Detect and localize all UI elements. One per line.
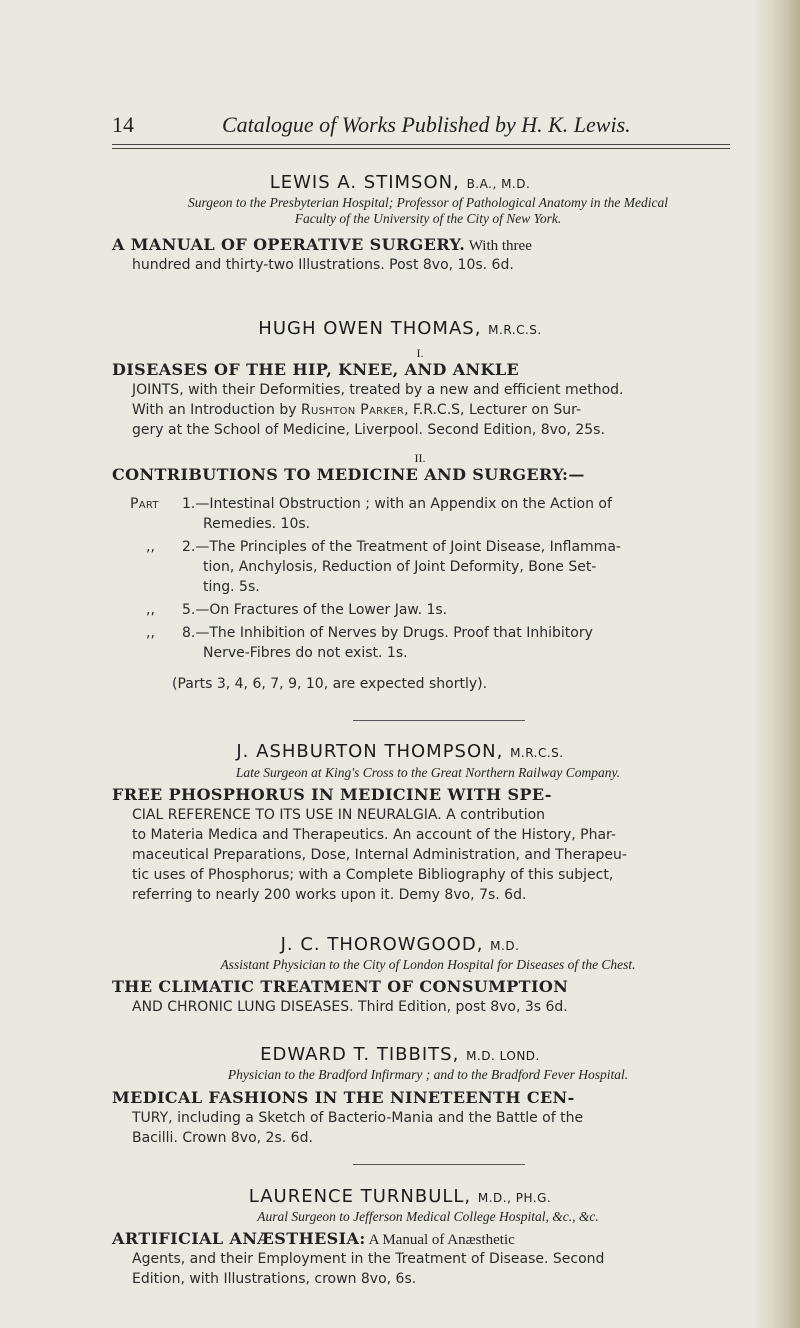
book-title-caps: MEDICAL FASHIONS IN THE NINETEENTH CEN- <box>112 1088 575 1107</box>
book-description-line: TURY, including a Sketch of Bacterio-Mania and the Battle of the <box>132 1110 584 1126</box>
part-prefix: ,, <box>146 602 155 618</box>
book-description-line: maceutical Preparations, Dose, Internal Administration, and Therapeu- <box>132 847 627 863</box>
parts-note: (Parts 3, 4, 6, 7, 9, 10, are expected shortly). <box>172 676 488 692</box>
book-description-line: JOINTS, with their Deformities, treated by a new and efficient method. <box>132 382 624 398</box>
author-name: HUGH OWEN THOMAS, <box>258 318 482 339</box>
author-affiliation: Assistant Physician to the City of London Hospital for Diseases of the Chest. <box>220 957 636 972</box>
author-degree: M.D. <box>490 939 520 953</box>
book-description-line: Edition, with Illustrations, crown 8vo, 6s. <box>132 1271 417 1287</box>
part-text <box>182 600 742 620</box>
book-description-line: to Materia Medica and Therapeutics. An account of the History, Phar- <box>132 827 616 843</box>
running-title: Catalogue of Works Published by H. K. Lewis. <box>222 112 631 137</box>
author-name: LEWIS A. STIMSON, <box>269 172 460 193</box>
author-degree: B.A., M.D. <box>466 177 531 191</box>
page-edge-shadow <box>752 0 800 1328</box>
book-title <box>112 360 732 381</box>
book-title-caps: FREE PHOSPHORUS IN MEDICINE WITH SPE- <box>112 785 552 804</box>
part-line: 8.—The Inhibition of Nerves by Drugs. Proof that Inhibitory <box>182 625 593 641</box>
part-line: 2.—The Principles of the Treatment of Joint Disease, Inflamma- <box>182 539 621 555</box>
book-title-rest: A Manual of Anæsthetic <box>365 1232 515 1248</box>
book-title-rest: With three <box>465 238 532 254</box>
author-heading <box>0 318 800 339</box>
part-text <box>182 494 742 534</box>
author-name: EDWARD T. TIBBITS, <box>260 1044 460 1065</box>
author-heading <box>0 741 800 762</box>
section-numeral: II. <box>414 451 426 465</box>
author-affiliation: Faculty of the University of the City of New York. <box>294 211 562 226</box>
part-line: 1.—Intestinal Obstruction ; with an Appendix on the Action of <box>182 496 612 512</box>
book-title <box>112 235 732 256</box>
part-line: Remedies. 10s. <box>203 516 311 532</box>
book-description-line: Bacilli. Crown 8vo, 2s. 6d. <box>132 1130 313 1146</box>
part-text <box>182 537 742 597</box>
book-title-caps: CONTRIBUTIONS TO MEDICINE AND SURGERY:— <box>112 465 585 484</box>
author-affiliation: Late Surgeon at King's Cross to the Great Northern Railway Company. <box>235 765 621 780</box>
book-title <box>112 977 732 998</box>
header-rule <box>112 144 730 149</box>
author-affiliation: Aural Surgeon to Jefferson Medical College Hospital, &c., &c. <box>257 1209 599 1224</box>
part-line: ting. 5s. <box>203 579 260 595</box>
author-degree: M.R.C.S. <box>510 746 564 760</box>
author-degree: M.D. LOND. <box>466 1049 540 1063</box>
section-numeral: I. <box>416 346 424 360</box>
book-title <box>112 785 732 806</box>
book-description-line: gery at the School of Medicine, Liverpool. Second Edition, 8vo, 25s. <box>132 422 605 438</box>
book-description-line: tic uses of Phosphorus; with a Complete Bibliography of this subject, <box>132 867 614 883</box>
book-title <box>112 1229 732 1250</box>
book-title <box>112 465 732 486</box>
author-heading <box>0 1044 800 1065</box>
entry-divider <box>353 720 525 721</box>
book-description-line: With an Introduction by Rushton Parker, F.R.C.S, Lecturer on Sur- <box>132 402 581 418</box>
book-description-line: Agents, and their Employment in the Treatment of Disease. Second <box>132 1251 605 1267</box>
book-title <box>112 1088 732 1109</box>
part-prefix: ,, <box>146 539 155 555</box>
author-name: J. ASHBURTON THOMPSON, <box>236 741 504 762</box>
entry-divider <box>353 1164 525 1165</box>
book-description: hundred and thirty-two Illustrations. Post 8vo, 10s. 6d. <box>132 257 514 273</box>
book-title-caps: DISEASES OF THE HIP, KNEE, AND ANKLE <box>112 360 520 379</box>
book-description-line: AND CHRONIC LUNG DISEASES. Third Edition, post 8vo, 3s 6d. <box>132 999 568 1015</box>
book-title-caps: THE CLIMATIC TREATMENT OF CONSUMPTION <box>112 977 569 996</box>
part-line: tion, Anchylosis, Reduction of Joint Deformity, Bone Set- <box>203 559 597 575</box>
book-title-caps: ARTIFICIAL ANÆSTHESIA: <box>112 1229 366 1248</box>
author-heading <box>0 172 800 193</box>
part-line: 5.—On Fractures of the Lower Jaw. 1s. <box>182 602 448 618</box>
author-heading <box>0 1186 800 1207</box>
author-heading <box>0 934 800 955</box>
page-number: 14 <box>112 112 134 137</box>
part-line: Nerve-Fibres do not exist. 1s. <box>203 645 408 661</box>
author-affiliation: Physician to the Bradford Infirmary ; and to the Bradford Fever Hospital. <box>227 1067 629 1082</box>
part-prefix: ,, <box>146 625 155 641</box>
part-text <box>182 623 742 663</box>
book-title-caps: A MANUAL OF OPERATIVE SURGERY. <box>112 235 466 254</box>
part-prefix: Part <box>130 496 159 512</box>
book-description-line: CIAL REFERENCE TO ITS USE IN NEURALGIA. A contribution <box>132 807 546 823</box>
author-degree: M.D., PH.G. <box>477 1191 552 1205</box>
book-description-line: referring to nearly 200 works upon it. Demy 8vo, 7s. 6d. <box>132 887 527 903</box>
author-name: LAURENCE TURNBULL, <box>248 1186 472 1207</box>
author-name: J. C. THOROWGOOD, <box>280 934 484 955</box>
author-degree: M.R.C.S. <box>488 323 542 337</box>
author-affiliation: Surgeon to the Presbyterian Hospital; Professor of Pathological Anatomy in the Medical <box>187 195 669 210</box>
